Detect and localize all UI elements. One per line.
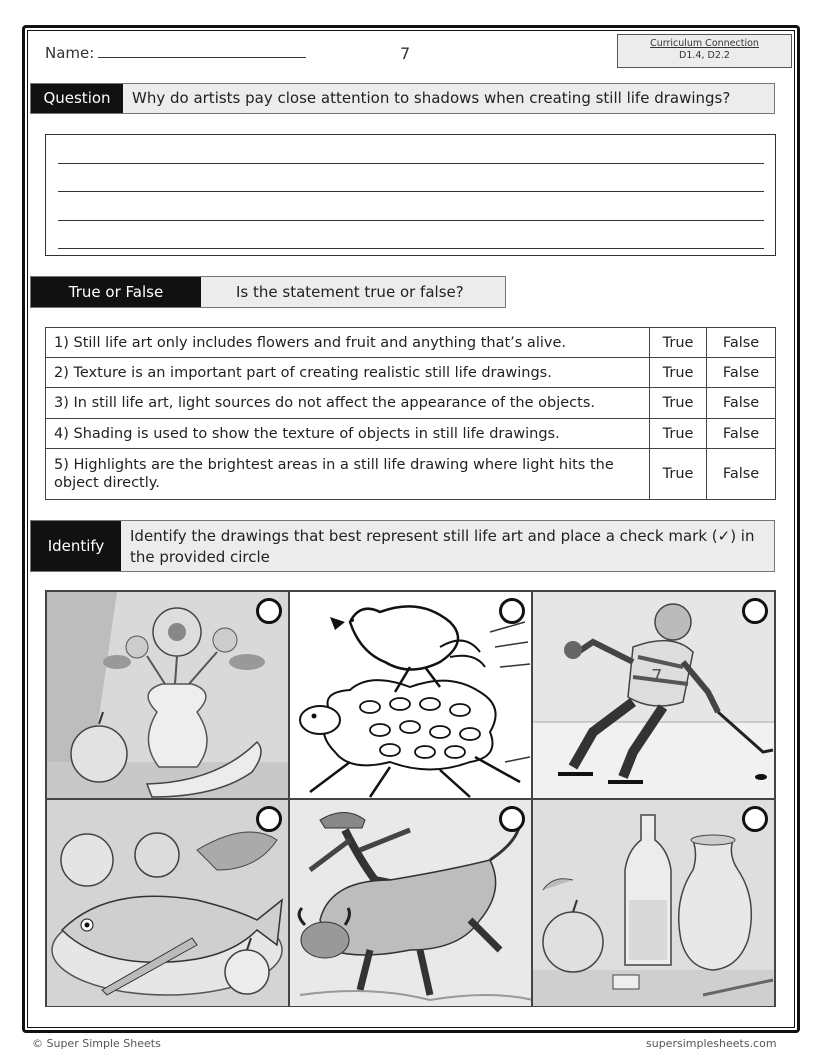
fish-vegetables-illustration bbox=[47, 800, 289, 1007]
table-row bbox=[46, 388, 776, 419]
curriculum-codes: D1.4, D2.2 bbox=[679, 50, 730, 61]
table-row bbox=[46, 419, 776, 449]
false-option[interactable]: False bbox=[707, 358, 776, 388]
bottle-vase-illustration bbox=[533, 800, 775, 1007]
flower-vase-illustration bbox=[47, 592, 289, 799]
true-option[interactable]: True bbox=[650, 388, 707, 419]
answer-line[interactable] bbox=[58, 248, 764, 249]
false-option[interactable]: False bbox=[707, 419, 776, 449]
question-text: Why do artists pay close attention to shadows when creating still life drawings? bbox=[132, 89, 731, 107]
answer-box[interactable] bbox=[45, 134, 776, 256]
name-field[interactable] bbox=[45, 44, 306, 62]
false-option[interactable]: False bbox=[707, 328, 776, 358]
footer-website[interactable]: supersimplesheets.com bbox=[646, 1037, 777, 1050]
image-hockey-player bbox=[532, 591, 775, 799]
question-bar bbox=[30, 83, 775, 114]
true-false-prompt: Is the statement true or false? bbox=[236, 283, 464, 301]
image-bottle-vase bbox=[532, 799, 775, 1007]
name-blank-line[interactable] bbox=[98, 44, 306, 58]
image-bull-rider bbox=[289, 799, 532, 1007]
identify-text: Identify the drawings that best represent still life art and place a check mark (✓) in the provided circle bbox=[130, 527, 755, 566]
statement: 4) Shading is used to show the texture of objects in still life drawings. bbox=[46, 419, 650, 449]
checkbox-circle[interactable] bbox=[742, 806, 768, 832]
image-flower-vase bbox=[46, 591, 289, 799]
footer-copyright: © Super Simple Sheets bbox=[32, 1037, 161, 1050]
checkbox-circle[interactable] bbox=[499, 806, 525, 832]
bull-rider-illustration bbox=[290, 800, 532, 1007]
answer-line[interactable] bbox=[58, 220, 764, 221]
true-option[interactable]: True bbox=[650, 358, 707, 388]
true-option[interactable]: True bbox=[650, 328, 707, 358]
checkbox-circle[interactable] bbox=[742, 598, 768, 624]
image-fish-vegetables bbox=[46, 799, 289, 1007]
table-row bbox=[46, 328, 776, 358]
question-label: Question bbox=[31, 84, 123, 113]
answer-line[interactable] bbox=[58, 163, 764, 164]
answer-line[interactable] bbox=[58, 191, 764, 192]
false-option[interactable]: False bbox=[707, 388, 776, 419]
true-false-bar bbox=[30, 276, 506, 308]
page-number: 7 bbox=[400, 44, 411, 63]
curriculum-title: Curriculum Connection bbox=[650, 38, 759, 49]
statement: 5) Highlights are the brightest areas in a still life drawing where light hits the object directly. bbox=[46, 449, 650, 500]
true-option[interactable]: True bbox=[650, 449, 707, 500]
name-label: Name: bbox=[45, 44, 95, 62]
table-row bbox=[46, 449, 776, 500]
table-row bbox=[46, 358, 776, 388]
false-option[interactable]: False bbox=[707, 449, 776, 500]
chicken-sheep-illustration bbox=[290, 592, 532, 799]
image-grid bbox=[45, 590, 776, 1007]
true-option[interactable]: True bbox=[650, 419, 707, 449]
statement: 1) Still life art only includes flowers and fruit and anything that’s alive. bbox=[46, 328, 650, 358]
checkbox-circle[interactable] bbox=[499, 598, 525, 624]
image-chicken-sheep bbox=[289, 591, 532, 799]
identify-label: Identify bbox=[31, 521, 121, 571]
curriculum-connection-box bbox=[617, 34, 792, 68]
statement: 2) Texture is an important part of creating realistic still life drawings. bbox=[46, 358, 650, 388]
hockey-player-illustration bbox=[533, 592, 775, 799]
true-false-table bbox=[45, 327, 776, 500]
statement: 3) In still life art, light sources do not affect the appearance of the objects. bbox=[46, 388, 650, 419]
true-false-label: True or False bbox=[31, 277, 201, 307]
checkbox-circle[interactable] bbox=[256, 598, 282, 624]
svg-text:7: 7 bbox=[651, 666, 663, 687]
checkbox-circle[interactable] bbox=[256, 806, 282, 832]
identify-bar bbox=[30, 520, 775, 572]
